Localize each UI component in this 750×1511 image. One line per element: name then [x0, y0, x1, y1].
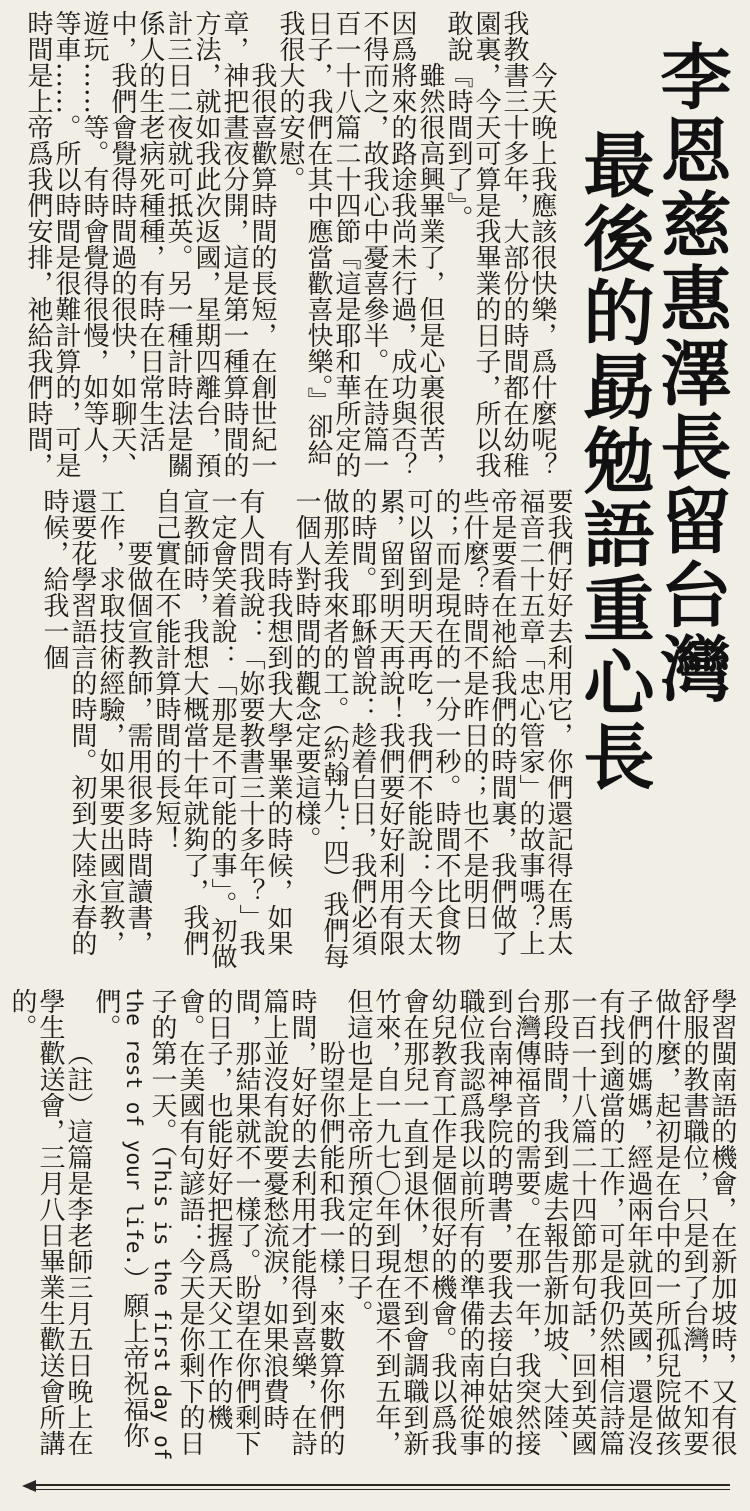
bottom-rule-thin	[30, 1489, 730, 1490]
paragraph-text: 盼望你們能和我一樣，來數算你們的時間，好好的去利用才能得到喜樂，在詩篇上並沒有說要憂愁流淚，如果浪費時間，那結果就不一樣了。盼望在你們剩下的日子，也能好好把握爲天父工作的機會。在美國有句諺語：今天是你剩下的日子的第一天。（	[147, 988, 345, 1456]
bottom-rule	[30, 1484, 730, 1486]
article-note: （註）這篇是李老師三月五日晚上在學生歡送會，三月八日畢業生歡送會所講的。	[7, 988, 93, 1456]
article-middle-section	[36, 488, 572, 970]
article-paragraph: 學習閩南語的機會，在新加坡時，又有很舒服的教書職位，只是到了台灣，不知要做什麼，起初是在台中的一所孤兒院做孩子們的媽媽，經過兩年就回英國，還是沒有找到適當的工作，可是我仍然相信詩篇一百一十八篇二十四節那句話，回到英國那段時間，我到處去報告新加坡、大陸、台灣傳福音的需要。在那一年，我突然接到台南神學院的聘書，要我去接白姑娘的職位我認爲我以前所有的準備的南神從事幼兒教育工作是個很好的機會。我以爲我會在那兒一直到退休，想不到會調職到新竹來，自一九七〇年到現在還不到五年，但這也是上帝所預定的日子。	[343, 988, 737, 1456]
article-top-section	[23, 10, 557, 480]
article-paragraph: 我很喜歡算時間的長短，在創世紀一章，神把晝夜分開，這是第一種算時間的方法，就如我此次返國，星期四離台，預計三日二夜就可抵英。另一種計時法是關係人的生老病死種種，有時在日常生活中，我們會覺得時間過的很快，如聊天、遊玩……等。有時會覺得很慢，如等人，等車……。所以時間是很難計算的，可是時間是上帝爲我們安排，祂給我們時間，	[23, 10, 277, 478]
english-proverb: This is the first day of the rest of your life.	[122, 988, 174, 1461]
paragraph-text: ）願上帝祝福你們。	[91, 988, 149, 1449]
article-paragraph: 要我們好好去利用它，你們還記得在馬太福音二十五章「忠心管家」的故事嗎？上帝是要看在祂給我們的時間裏，我們做了些什麼？時間不是昨日的；也不是明日的；而是現在的一分一秒。時間不比食物可以留到明天再吃，我們不能說：今天太累，留到明天再說！我們要好好利用有限的時間。耶穌曾說：趁着白日，我們必須做那差我來者的工。（約翰九：四）我們每一個人對時間的觀念定要這樣。	[291, 488, 573, 969]
article-paragraph: 要做個宣教師，需用很多時間讀書，工作，求取技術經驗，如果要出國宣教，還要花學習語言的時間。初到大陸永春的時候，給我一個	[39, 488, 153, 956]
headline-line-2	[572, 128, 655, 794]
headline-text-2: 最後的勗勉語重心長	[572, 128, 655, 794]
article-paragraph: 今天晚上我應該很快樂，爲什麼呢？我教書三十多年，大部份的時間都在幼稚園裏，今天可算是我畢業的日子，所以我敢說『時間到了』。	[443, 10, 557, 478]
article-paragraph: 雖然很高興畢業了，但是心裏很苦，因爲將來的路途我尚未行過，成功與否？不得而之，故我心中憂喜參半。在詩篇一百一十八篇二十四節『這是耶和華所定的日子，我們在其中應當歡喜快樂。』卻給我很大的安慰。	[275, 10, 445, 478]
article-paragraph: 有時我想到我大學畢業的時候，如果有人問我說：「妳要教書三十多年？」我一定會笑着說：「那是不可能的事」。初做宣教師時，我想大概當十年就夠了，我們自己實在不能計算時間的長短！	[151, 488, 293, 969]
headline-line-1	[649, 40, 732, 706]
arrow-left-icon	[22, 1480, 36, 1492]
article-bottom-section	[7, 988, 737, 1466]
article-paragraph	[92, 988, 344, 1466]
headline-text-1: 李恩慈惠澤長留台灣	[649, 40, 732, 706]
